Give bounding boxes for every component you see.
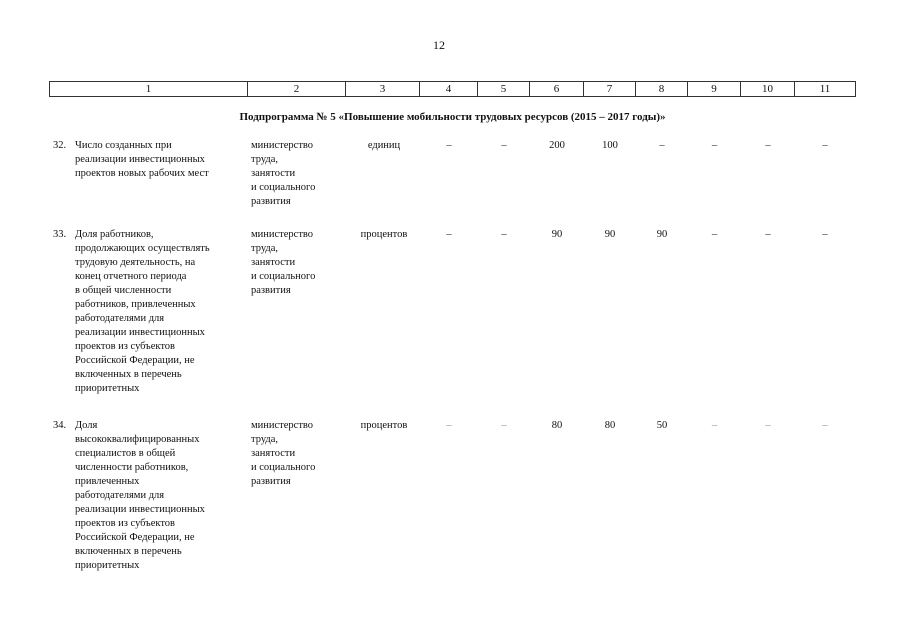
responsible-organization: министерство труда, занятости и социального развития <box>251 140 316 207</box>
unit-of-measure: процентов <box>360 420 408 431</box>
header-col-1: 1 <box>50 82 248 97</box>
value-col-9: – <box>711 420 718 431</box>
row-number: 32. <box>53 140 67 151</box>
value-col-4: – <box>446 140 452 151</box>
value-col-5: – <box>501 140 507 151</box>
value-col-9: – <box>711 140 718 151</box>
header-col-4: 4 <box>420 82 478 97</box>
row-number: 34. <box>53 420 67 431</box>
header-col-10: 10 <box>741 82 795 97</box>
header-col-5: 5 <box>478 82 530 97</box>
value-col-10: – <box>765 140 771 151</box>
value-col-5: – <box>501 229 507 240</box>
subprogram-title: Подпрограмма № 5 «Повышение мобильности трудовых ресурсов (2015 – 2017 годы)» <box>239 111 666 123</box>
unit-of-measure: процентов <box>360 229 408 240</box>
column-number-header <box>49 81 856 97</box>
responsible-organization: министерство труда, занятости и социального развития <box>251 420 316 487</box>
header-col-3: 3 <box>346 82 420 97</box>
value-col-6: 80 <box>551 420 563 431</box>
value-col-7: 90 <box>604 229 616 240</box>
value-col-8: 90 <box>656 229 668 240</box>
unit-of-measure: единиц <box>367 140 401 151</box>
header-col-6: 6 <box>530 82 584 97</box>
indicator-name: Доля работников, продолжающих осуществлять трудовую деятельность, на конец отчетного периода в общей численности работников, привлеченных работодателями для реализации инвестиционных проектов из субъектов Российской Федерации, не включенных в перечень приоритетных <box>75 229 210 394</box>
value-col-11: – <box>822 229 828 240</box>
value-col-10: – <box>765 420 771 431</box>
header-col-11: 11 <box>795 82 856 97</box>
value-col-5: – <box>501 420 507 431</box>
value-col-9: – <box>711 229 718 240</box>
value-col-4: – <box>446 229 452 240</box>
value-col-10: – <box>765 229 771 240</box>
header-col-7: 7 <box>584 82 636 97</box>
value-col-11: – <box>822 140 828 151</box>
indicator-name: Доля высококвалифицированных специалистов в общей численности работников, привлеченных работодателями для реализации инвестиционных проектов из субъектов Российской Федерации, не включенных в перечень приоритетных <box>75 420 205 571</box>
value-col-6: 200 <box>549 140 565 151</box>
value-col-8: – <box>659 140 665 151</box>
header-col-2: 2 <box>248 82 346 97</box>
value-col-6: 90 <box>551 229 563 240</box>
value-col-7: 100 <box>602 140 618 151</box>
responsible-organization: министерство труда, занятости и социального развития <box>251 229 316 296</box>
value-col-7: 80 <box>604 420 616 431</box>
value-col-4: – <box>446 420 452 431</box>
value-col-11: – <box>822 420 828 431</box>
page-number: 12 <box>433 38 445 52</box>
value-col-8: 50 <box>656 420 668 431</box>
row-number: 33. <box>53 229 67 240</box>
header-col-9: 9 <box>688 82 741 97</box>
indicator-name: Число созданных при реализации инвестиционных проектов новых рабочих мест <box>75 140 209 179</box>
header-col-8: 8 <box>636 82 688 97</box>
